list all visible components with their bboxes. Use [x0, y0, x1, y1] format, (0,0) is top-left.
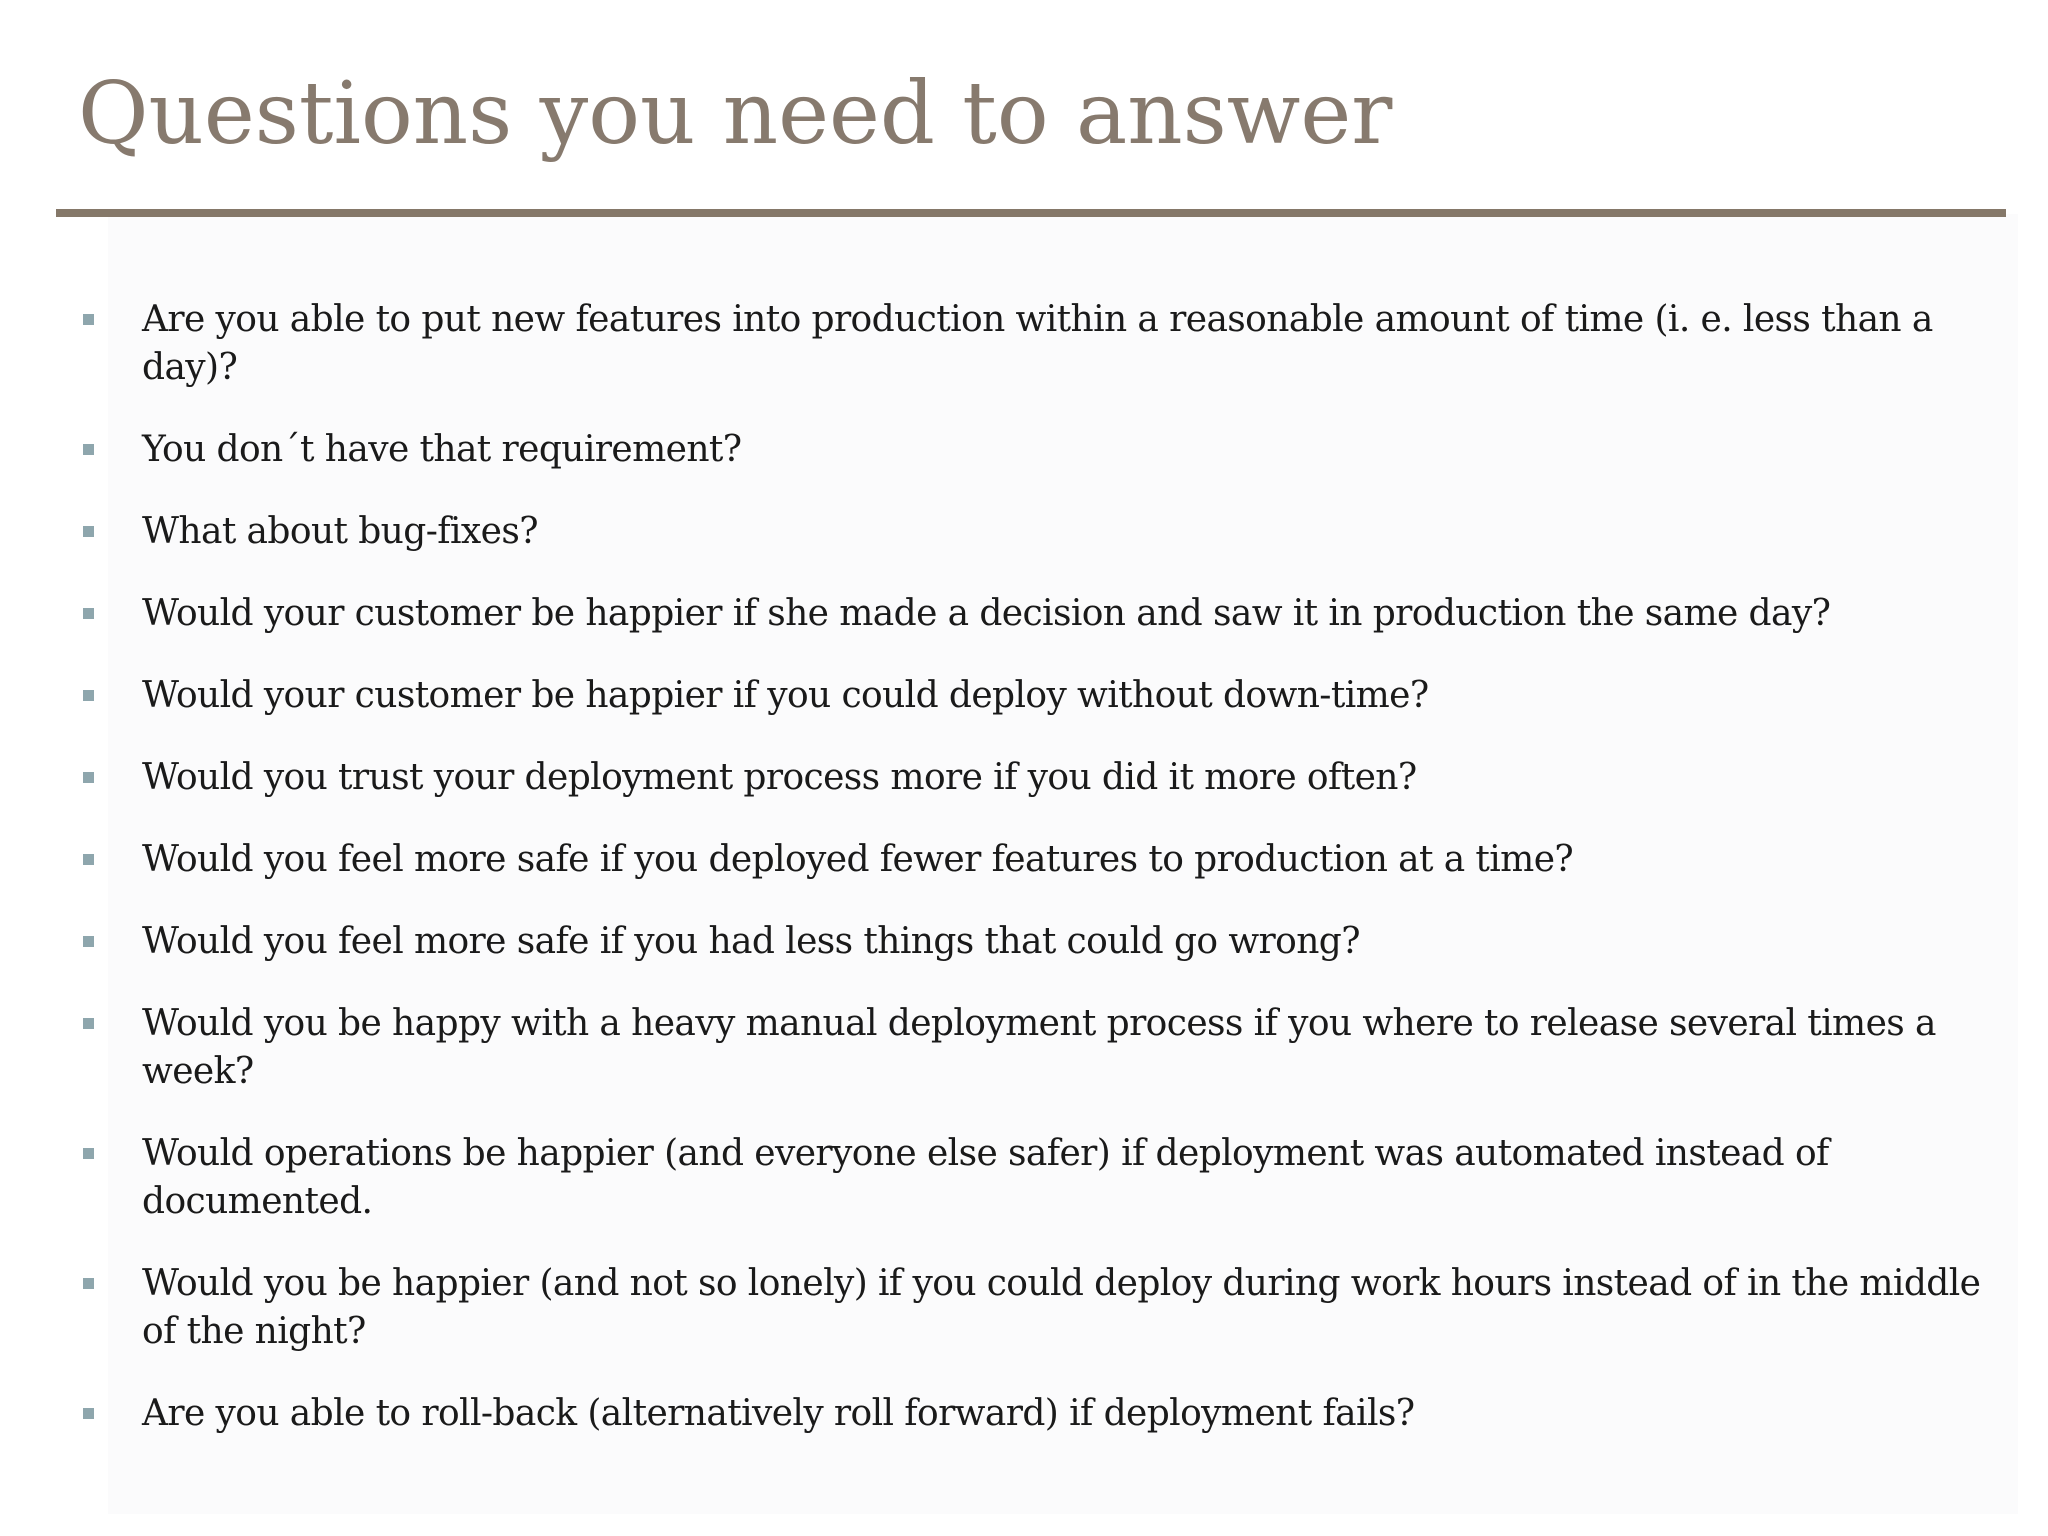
list-item — [0, 1260, 1982, 1356]
list-item — [0, 1000, 1982, 1096]
list-item — [0, 918, 1982, 966]
list-item — [0, 836, 1982, 884]
square-bullet-icon — [83, 1408, 94, 1419]
square-bullet-icon — [83, 314, 94, 325]
square-bullet-icon — [83, 690, 94, 701]
list-item-text: Are you able to roll-back (alternatively roll forward) if deployment fails? — [142, 1393, 1415, 1434]
list-item-text: You don´t have that requirement? — [142, 429, 742, 470]
list-item-text: Are you able to put new features into production within a reasonable amount of time (i. e. less than a day)? — [142, 299, 1933, 388]
square-bullet-icon — [83, 772, 94, 783]
list-item-text: What about bug-fixes? — [142, 511, 538, 552]
square-bullet-icon — [83, 1148, 94, 1159]
square-bullet-icon — [83, 608, 94, 619]
list-item — [0, 754, 1982, 802]
list-item — [0, 1390, 1982, 1438]
slide-title: Questions you need to answer — [78, 64, 1393, 164]
question-list — [0, 296, 2048, 1472]
list-item-text: Would you feel more safe if you had less things that could go wrong? — [142, 921, 1360, 962]
square-bullet-icon — [83, 1278, 94, 1289]
list-item-text: Would your customer be happier if she made a decision and saw it in production the same day? — [142, 593, 1831, 634]
list-item — [0, 590, 1982, 638]
list-item-text: Would you trust your deployment process more if you did it more often? — [142, 757, 1417, 798]
list-item — [0, 1130, 1982, 1226]
square-bullet-icon — [83, 444, 94, 455]
title-divider — [56, 209, 2006, 217]
list-item-text: Would you be happier (and not so lonely) if you could deploy during work hours instead of in the middle of the night? — [142, 1263, 1981, 1352]
square-bullet-icon — [83, 1018, 94, 1029]
square-bullet-icon — [83, 936, 94, 947]
list-item-text: Would you feel more safe if you deployed fewer features to production at a time? — [142, 839, 1574, 880]
list-item-text: Would your customer be happier if you could deploy without down-time? — [142, 675, 1429, 716]
list-item — [0, 672, 1982, 720]
list-item-text: Would operations be happier (and everyone else safer) if deployment was automated instead of documented. — [142, 1133, 1829, 1222]
square-bullet-icon — [83, 854, 94, 865]
list-item — [0, 296, 1982, 392]
list-item — [0, 426, 1982, 474]
list-item-text: Would you be happy with a heavy manual deployment process if you where to release several times a week? — [142, 1003, 1936, 1092]
square-bullet-icon — [83, 526, 94, 537]
list-item — [0, 508, 1982, 556]
